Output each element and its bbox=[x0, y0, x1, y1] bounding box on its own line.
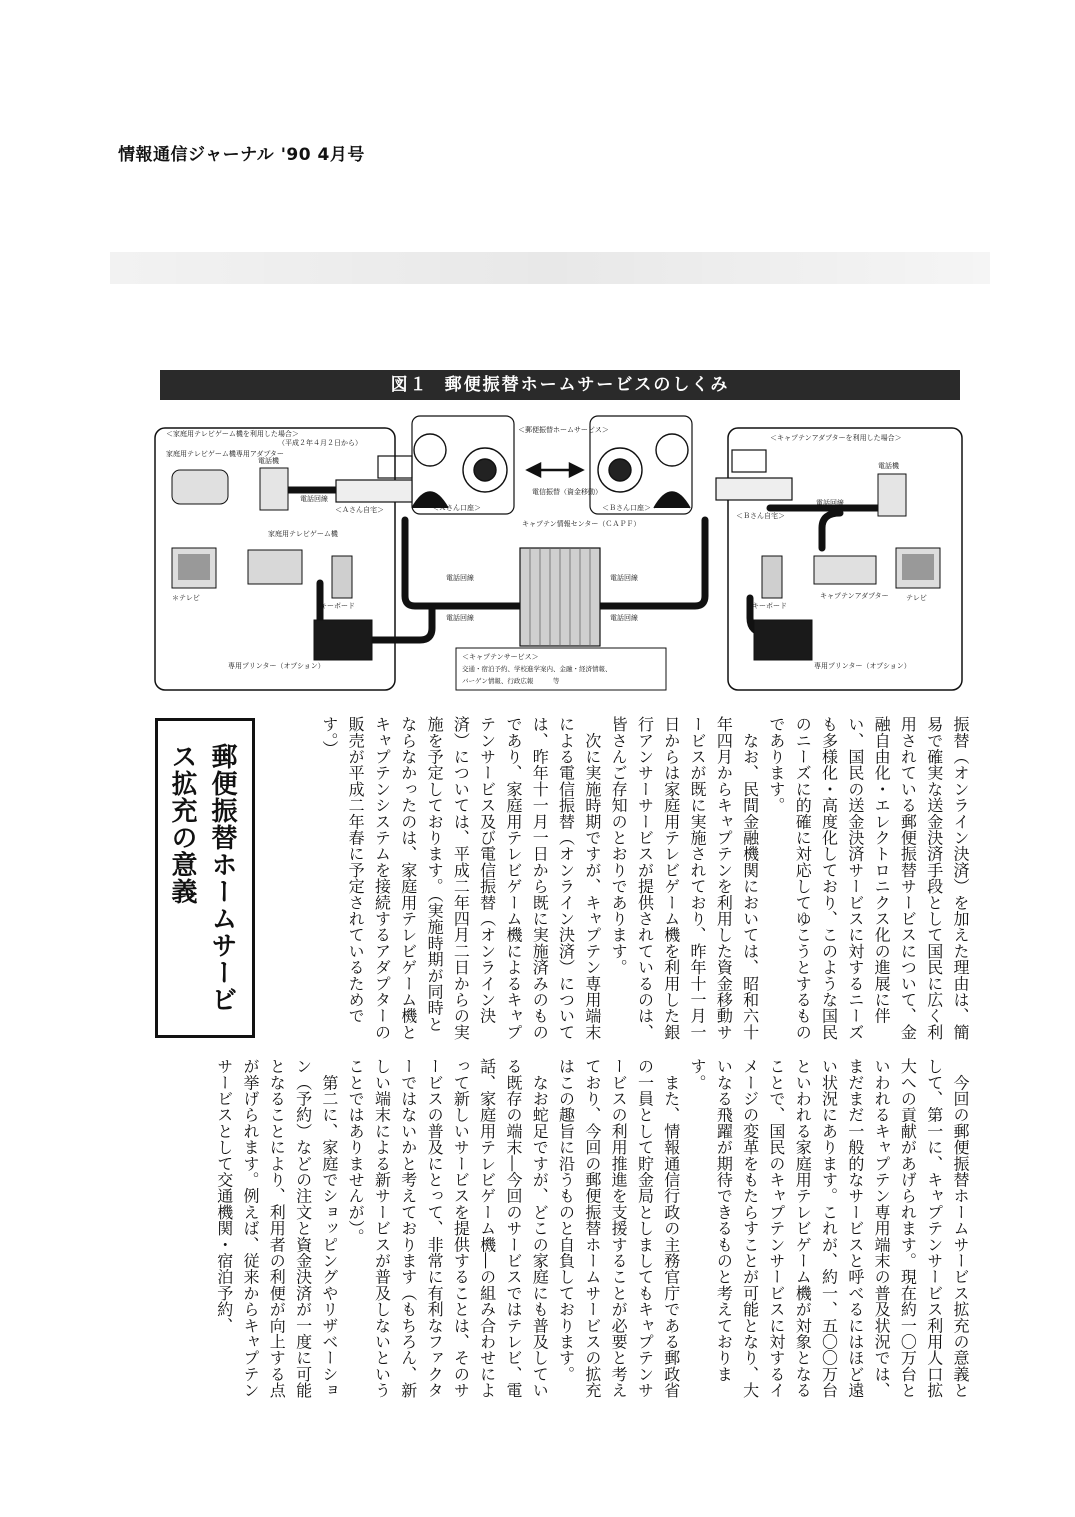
label-tv-r: テレビ bbox=[906, 594, 927, 602]
phone-r-icon bbox=[878, 474, 906, 516]
label-line-c4: 電話回線 bbox=[610, 614, 638, 622]
label-captain-services-title: ＜キャプテンサービス＞ bbox=[462, 653, 539, 661]
paragraph: 振替（オンライン決済）を加えた理由は、簡易で確実な送金決済手段として国民に広く利用されている郵便振替サービスについて、金融自由化・エレクトロニクス化の進展に伴い、国民の送金決済サービスに対するニーズも多様化・高度化しており、このような国民のニーズに的確に対応してゆこうとするものであります。 bbox=[766, 716, 970, 1040]
tv-l-icon bbox=[172, 548, 216, 588]
label-captain-services-2: バーゲン情報、行政広報 等 bbox=[462, 677, 560, 685]
publication-header: 情報通信ジャーナル '90 4月号 bbox=[118, 145, 365, 165]
service-diagram bbox=[150, 408, 970, 698]
label-left-case: ＜家庭用テレビゲーム機を利用した場合＞ bbox=[166, 430, 299, 438]
phone-line-right-lower bbox=[822, 513, 840, 548]
label-game-console: 家庭用テレビゲーム機 bbox=[268, 530, 338, 538]
label-b-home: ＜Ｂさん自宅＞ bbox=[736, 512, 785, 520]
label-line-c2: 電話回線 bbox=[446, 614, 474, 622]
label-tv-l: ＊テレビ bbox=[172, 594, 200, 602]
person-b-icon bbox=[654, 434, 690, 508]
section-heading-box bbox=[155, 718, 255, 1038]
printer-r-icon bbox=[754, 620, 812, 660]
label-keyboard-r: キーボード bbox=[752, 602, 787, 610]
label-center-service: ＜郵便振替ホームサービス＞ bbox=[518, 426, 609, 434]
body-column-upper bbox=[288, 716, 973, 1046]
figure-number: 図１ bbox=[390, 375, 429, 395]
bankbook-b-icon bbox=[598, 448, 642, 492]
label-printer-l: 専用プリンター（オプション） bbox=[228, 662, 325, 670]
label-line-c1: 電話回線 bbox=[446, 574, 474, 582]
label-printer-r: 専用プリンター（オプション） bbox=[814, 662, 911, 670]
label-phone-r: 電話機 bbox=[878, 462, 899, 470]
transfer-arrow bbox=[528, 464, 582, 476]
adapter-l-icon bbox=[172, 470, 228, 504]
section-heading: 郵便振替ホームサービス拡充の意義 bbox=[167, 743, 237, 1013]
faint-bleed-band bbox=[110, 252, 990, 284]
label-telecom-transfer: 電信振替（資金移動） bbox=[532, 488, 602, 496]
paragraph: なお蛇足ですが、どこの家庭にも普及している既存の端末―今回のサービスではテレビ、電話、家庭用テレビゲーム機―の組み合わせによって新しいサービスを提供することは、そのサービスの普及にとって、非常に有利なファクターではないかと考えております（もちろん、新しい端末による新サービスが普及しないということではありませんが）。 bbox=[346, 1058, 550, 1399]
paragraph: また、情報通信行政の主務官庁である郵政省の一員として貯金局としましてもキャプテンサービスの利用推進を支援することが必要と考えており、今回の郵便振替ホームサービスの拡充はこの趣旨に沿うものと自負しております。 bbox=[556, 1058, 681, 1399]
label-left-date: （平成２年４月２日から） bbox=[278, 439, 362, 447]
paragraph: 今回の郵便振替ホームサービス拡充の意義として、第一に、キャプテンサービス利用人口拡大への貢献があげられます。現在約一〇万台といわれるキャプテン専用端末の普及状況では、まだまだ一般的なサービスと呼べるにはほど遠い状況にあります。これが、約一、五〇〇万台といわれる家庭用テレビゲーム機が対象となることで、国民のキャプテンサービスに対するイメージの変革をもたらすことが可能となり、大いなる飛躍が期待できるものと考えております。 bbox=[688, 1058, 970, 1399]
keyboard-l-icon bbox=[332, 556, 352, 598]
phone-line-center-right bbox=[600, 520, 705, 606]
label-phone-l: 電話機 bbox=[258, 457, 279, 465]
label-line-l: 電話回線 bbox=[300, 495, 328, 503]
label-b-account: ＜Ｂさん口座＞ bbox=[602, 504, 651, 512]
label-captain-services-1: 交通・宿泊予約、学校進学案内、金融・経済情報、 bbox=[462, 665, 612, 673]
label-a-account: ＜Ａさん口座＞ bbox=[432, 504, 481, 512]
label-line-r: 電話回線 bbox=[816, 499, 844, 507]
label-line-c3: 電話回線 bbox=[610, 574, 638, 582]
label-right-case: ＜キャプテンアダプターを利用した場合＞ bbox=[770, 434, 902, 442]
label-capf: キャプテン情報センター（ＣＡＰＦ） bbox=[522, 520, 641, 528]
paragraph: なお、民間金融機関においては、昭和六十年四月からキャプテンを利用した資金移動サービスが既に実施されており、昨年十一月一日からは家庭用テレビゲーム機を利用した銀行アンサーサービスが提供されているのは、皆さんご存知のとおりであります。 bbox=[609, 716, 760, 1040]
phone-line-left-lower bbox=[405, 520, 520, 606]
label-keyboard-l: キーボード bbox=[320, 602, 355, 610]
paragraph: 第二に、家庭でショッピングやリザベーション（予約）などの注文と資金決済が一度に可能となることにより、利用者の利便が向上する点が挙げられます。例えば、従来からキャプテンサービスとして交通機関・宿泊予約、 bbox=[214, 1058, 339, 1399]
keyboard-r-icon bbox=[762, 556, 782, 598]
figure-title: 郵便振替ホームサービスのしくみ bbox=[444, 375, 730, 395]
figure-title-bar bbox=[160, 370, 960, 400]
printer-l-icon bbox=[314, 620, 372, 660]
adapter-r-icon bbox=[814, 556, 876, 584]
paragraph: 次に実施時期ですが、キャプテン専用端末による電信振替（オンライン決済）については、昨年十一月一日から既に実施済みのものであり、家庭用テレビゲーム機によるキャプテンサービス及び電信振替（オンライン決済）については、平成二年四月二日からの実施を予定しております。（実施時期が同時とならなかったのは、家庭用テレビゲーム機とキャプテンシステムを接続するアダプターの販売が平成二年春に予定されているためです。） bbox=[319, 716, 602, 1040]
capf-building-icon bbox=[520, 548, 600, 646]
tv-r-icon bbox=[896, 548, 940, 588]
house-a-icon bbox=[336, 456, 412, 502]
label-captain-adapter: キャプテンアダプター bbox=[820, 592, 889, 600]
bankbook-a-icon bbox=[463, 448, 507, 492]
person-a-icon bbox=[412, 434, 448, 508]
label-home-adapter: 家庭用テレビゲーム機専用アダプター bbox=[166, 450, 284, 458]
phone-l-icon bbox=[260, 468, 288, 510]
label-a-home: ＜Ａさん自宅＞ bbox=[335, 506, 384, 514]
body-column-lower bbox=[150, 1058, 973, 1412]
console-l-icon bbox=[248, 550, 302, 584]
